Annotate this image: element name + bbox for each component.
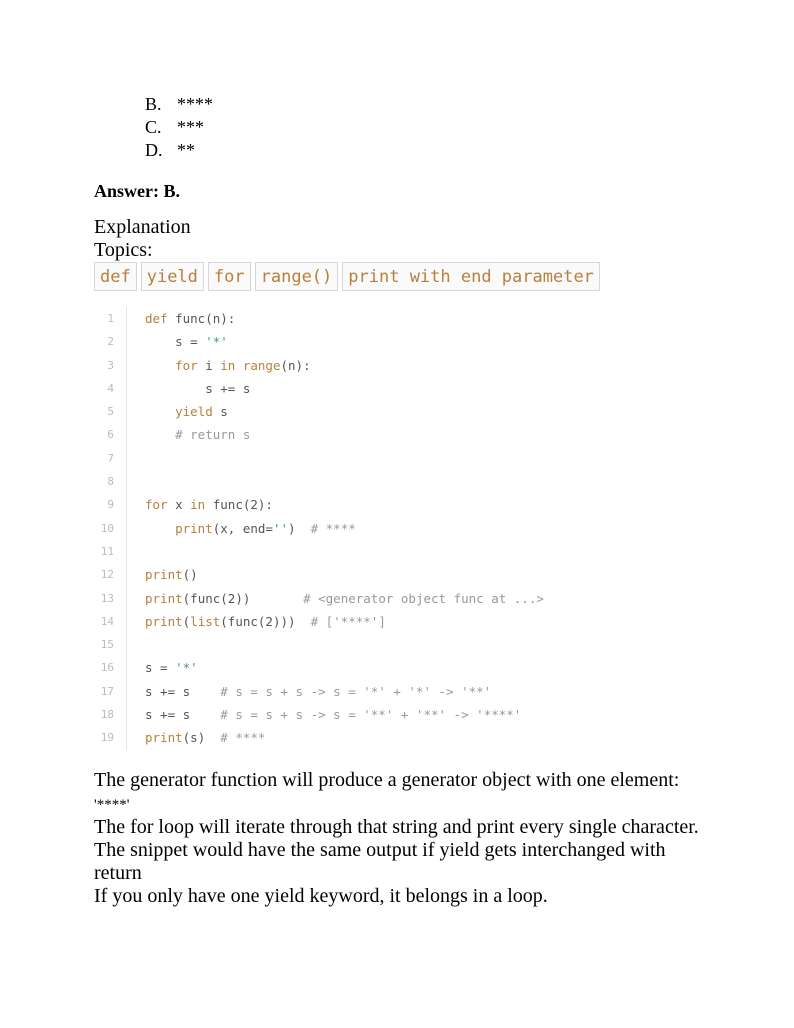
line-number: 8 [107,475,114,489]
option-text: *** [177,117,204,137]
paragraph-result: '****' [94,797,130,813]
code-text: print(list(func(2))) # ['****'] [145,613,386,629]
code-text: for i in range(n): [175,357,311,373]
answer-options [145,93,213,162]
topic-tag-yield: yield [141,262,204,291]
gutter-divider [126,656,127,679]
gutter-divider [126,447,127,470]
option-text: **** [177,94,213,114]
code-text: # return s [175,427,251,443]
code-line [94,680,654,703]
gutter-divider [126,726,127,749]
topic-tag-print-end: print with end parameter [342,262,600,291]
code-line [94,587,654,610]
gutter-divider [126,423,127,446]
option-d [145,139,213,162]
gutter-divider [126,377,127,400]
option-text: ** [177,140,195,160]
code-line [94,703,654,726]
gutter-divider [126,307,127,330]
gutter-divider [126,703,127,726]
code-text: print() [145,567,198,583]
gutter-divider [126,633,127,656]
topics-label: Topics: [94,239,153,261]
line-number: 11 [100,544,114,558]
code-line [94,330,654,353]
code-line [94,610,654,633]
line-number: 1 [107,312,114,325]
paragraph-for-loop: The for loop will iterate through that string and print every single character. [94,816,699,838]
line-number: 17 [100,684,114,698]
option-c [145,116,213,139]
line-number: 9 [107,498,114,512]
line-number: 12 [100,568,114,582]
code-text: s = '*' [145,660,198,676]
code-text: s = '*' [145,334,228,350]
gutter-divider [126,563,127,586]
topic-tag-range: range() [255,262,339,291]
explanation-title: Explanation [94,216,191,238]
line-number: 5 [107,405,114,419]
code-line [94,354,654,377]
code-text: print(x, end='') # **** [175,520,356,536]
code-text: s += s # s = s + s -> s = '*' + '*' -> '**' [145,683,492,699]
gutter-divider [126,400,127,423]
gutter-divider [126,680,127,703]
code-line [94,517,654,540]
code-line [94,400,654,423]
line-number: 2 [107,335,114,349]
code-line [94,423,654,446]
gutter-divider [126,330,127,353]
line-number: 18 [100,708,114,722]
paragraph-yield-loop: If you only have one yield keyword, it belongs in a loop. [94,885,548,907]
code-line [94,726,654,749]
code-line [94,307,654,330]
paragraph-yield-return: The snippet would have the same output if yield gets interchanged with [94,839,666,861]
code-text: def func(n): [145,311,236,326]
line-number: 7 [107,451,114,465]
topic-tag-for: for [208,262,251,291]
gutter-divider [126,517,127,540]
gutter-divider [126,470,127,493]
gutter-divider [126,540,127,563]
code-line [94,656,654,679]
paragraph-generator: The generator function will produce a generator object with one element: [94,769,680,791]
line-number: 16 [100,661,114,675]
code-block [94,307,654,750]
paragraph-return: return [94,862,142,884]
answer-heading: Answer: B. [94,181,180,201]
gutter-divider [126,354,127,377]
gutter-divider [126,610,127,633]
line-number: 4 [107,381,114,395]
line-number: 14 [100,614,114,628]
code-text: s += s # s = s + s -> s = '**' + '**' -> '****' [145,707,522,723]
option-letter: D. [145,140,163,160]
code-line [94,540,654,563]
code-line [94,377,654,400]
code-line [94,447,654,470]
code-text: print(s) # **** [145,730,266,746]
option-b [145,93,213,116]
topic-tag-def: def [94,262,137,291]
code-text: yield s [175,404,228,420]
line-number: 19 [100,731,114,745]
line-number: 3 [107,358,114,372]
gutter-divider [126,493,127,516]
code-line [94,470,654,493]
line-number: 13 [100,591,114,605]
line-number: 15 [100,638,114,652]
gutter-divider [126,587,127,610]
code-text: print(func(2)) # <generator object func at ...> [145,590,544,606]
code-line [94,563,654,586]
code-text: for x in func(2): [145,497,273,513]
code-line [94,493,654,516]
topic-tags [94,262,600,291]
line-number: 10 [100,521,114,535]
option-letter: B. [145,94,162,114]
line-number: 6 [107,428,114,442]
code-line [94,633,654,656]
code-text: s += s [145,380,251,396]
option-letter: C. [145,117,162,137]
